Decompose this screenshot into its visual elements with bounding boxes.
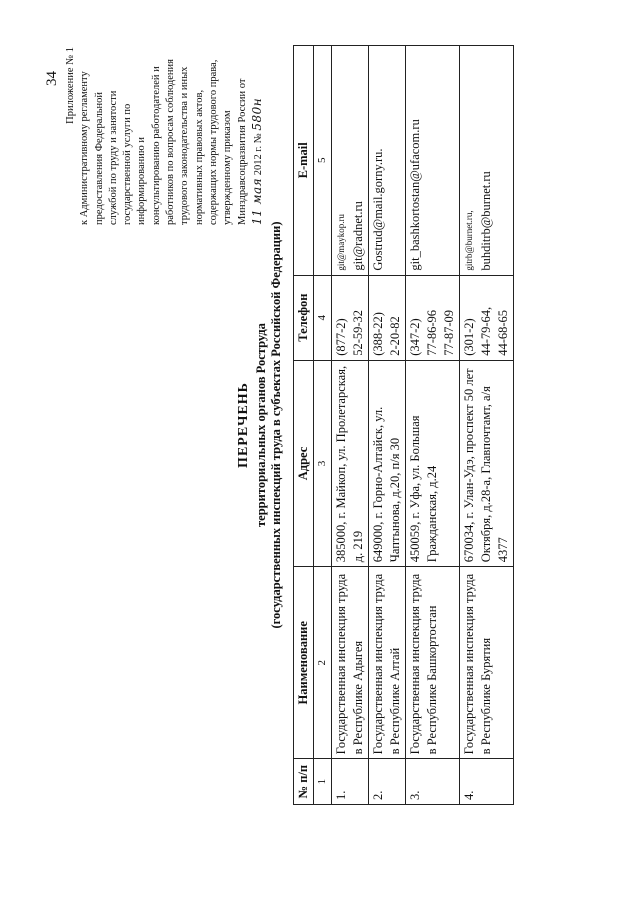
row-name: Государственная инспекция труда в Республике Бурятия <box>460 567 514 759</box>
row-address: 670034, г. Улан-Удэ, проспект 50 лет Октября, д.28-а, Главпочтамт, а/я 4377 <box>460 360 514 566</box>
email-link: gitrb@burnet.ru, <box>464 210 474 271</box>
phone-line: 77-86-96 <box>425 309 439 356</box>
row-name: Государственная инспекция труда в Республике Адыгея <box>332 567 369 759</box>
column-number: 4 <box>314 275 332 360</box>
phone-line: (347-2) <box>408 318 422 356</box>
rotated-content <box>56 45 616 805</box>
title-clarification: (государственных инспекций труда в субъектах Российской Федерации) <box>269 221 283 629</box>
document-title <box>236 45 284 805</box>
row-phone <box>332 275 369 360</box>
appendix-line: государственной услуги по <box>122 103 134 225</box>
row-name: Государственная инспекция труда в Республике Алтай <box>369 567 406 759</box>
table-row <box>332 46 369 805</box>
row-email <box>460 46 514 276</box>
table-row <box>369 46 406 805</box>
row-phone <box>369 275 406 360</box>
title-heading: ПЕРЕЧЕНЬ <box>236 382 251 468</box>
phone-line: 44-79-64, <box>479 306 493 356</box>
row-email <box>332 46 369 276</box>
row-phone <box>406 275 460 360</box>
appendix-line: службой по труду и занятости <box>107 90 119 225</box>
handwritten-order-number: 580н <box>249 97 264 131</box>
appendix-line: консультированию работодателей и <box>150 66 162 225</box>
phone-line: 52-59-32 <box>351 309 365 356</box>
phone-line: (388-22) <box>371 312 385 356</box>
row-address: 649000, г. Горно-Алтайск, ул. Чаптынова, д.20, п/я 30 <box>369 360 406 566</box>
row-address: 450059, г. Уфа, ул. Большая Гражданская, д.24 <box>406 360 460 566</box>
email-link: buhditrb@burnet.ru <box>479 171 493 271</box>
page-number: 34 <box>44 71 60 86</box>
column-number: 1 <box>314 759 332 805</box>
phone-line: 44-68-65 <box>496 309 510 356</box>
email-link: git@radnet.ru <box>351 201 365 271</box>
email-link: git_bashkortostan@ufacom.ru <box>408 119 422 271</box>
row-number: 4. <box>460 759 514 805</box>
inspections-table <box>293 45 514 805</box>
row-number: 2. <box>369 759 406 805</box>
table-header-row <box>294 46 314 805</box>
row-email <box>406 46 460 276</box>
appendix-line: трудового законодательства и иных <box>179 66 191 225</box>
title-subheading: территориальных органов Роструда <box>254 323 268 527</box>
phone-line: 77-87-09 <box>442 309 456 356</box>
table-row <box>460 46 514 805</box>
phone-line: (301-2) <box>462 318 476 356</box>
row-number: 1. <box>332 759 369 805</box>
phone-line: (877-2) <box>334 318 348 356</box>
row-name: Государственная инспекция труда в Республике Башкортостан <box>406 567 460 759</box>
header-name: Наименование <box>294 567 314 759</box>
phone-line: 2-20-82 <box>388 316 402 356</box>
header-phone: Телефон <box>294 275 314 360</box>
header-address: Адрес <box>294 360 314 566</box>
row-number: 3. <box>406 759 460 805</box>
email-link: git@maykop.ru <box>336 214 346 271</box>
row-email <box>369 46 406 276</box>
table-row <box>406 46 460 805</box>
appendix-line: к Административному регламенту <box>79 71 91 225</box>
column-number: 2 <box>314 567 332 759</box>
appendix-line: утвержденному приказом <box>222 110 234 225</box>
row-phone <box>460 275 514 360</box>
appendix-line: Минздравсоцразвития России от <box>236 78 248 225</box>
order-year: 2012 г. № <box>252 133 264 176</box>
appendix-line: Приложение № 1 <box>65 47 76 124</box>
email-link: Gostrud@mail.gorny.ru. <box>371 148 385 271</box>
appendix-line: предоставления Федеральной <box>93 91 105 225</box>
column-number: 3 <box>314 360 332 566</box>
appendix-line: нормативных правовых актов, <box>193 89 205 225</box>
row-address: 385000, г. Майкоп, ул. Пролетарская, д. 219 <box>332 360 369 566</box>
header-email: E-mail <box>294 46 314 276</box>
appendix-line: информированию и <box>136 137 148 225</box>
appendix-line: содержащих нормы трудового права, <box>207 59 219 225</box>
column-number-row <box>314 46 332 805</box>
handwritten-date: 11 мая <box>249 177 264 225</box>
column-number: 5 <box>314 46 332 276</box>
header-number: № п/п <box>294 759 314 805</box>
appendix-line: работников по вопросам соблюдения <box>165 59 177 225</box>
